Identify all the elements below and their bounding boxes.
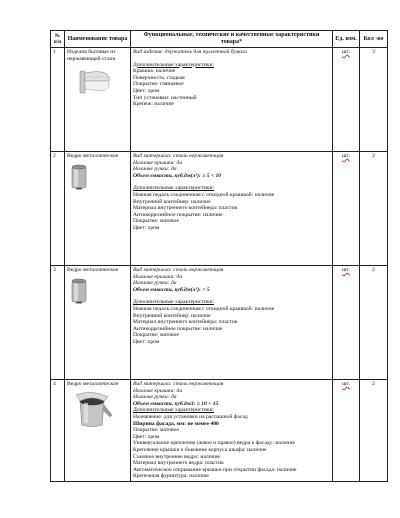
spec-section-heading: Дополнительные характеристики: <box>133 299 215 306</box>
spec-line: Поверхность: гладкая <box>133 74 185 81</box>
spec-line: Крышка: наличие <box>133 68 176 75</box>
spec-line: Внутренний контейнер: наличие <box>133 198 211 205</box>
spec-cell <box>131 380 333 482</box>
product-name: Ведро металлическое <box>67 153 119 159</box>
header-row <box>51 31 388 48</box>
product-name: Ведро металлическое <box>67 381 119 387</box>
spec-line: Материал внутреннего контейнера: пластик <box>133 205 238 212</box>
table-row <box>51 152 388 266</box>
toilet-paper-holder-icon <box>77 65 113 97</box>
header-unit: Ед. изм. <box>333 31 360 48</box>
quantity-cell: 2 <box>360 380 388 482</box>
spec-line: Объем емкости, куб.дм(л³): ≥ 5 < 10 <box>133 172 222 179</box>
spec-line: Покрытие: матовое <box>133 332 179 339</box>
unit-value: шт. <box>342 267 350 273</box>
spec-line: Тип установки: настенный <box>133 94 197 101</box>
spec-line: Наличие ручки: да <box>133 394 177 401</box>
spec-line: Крепеж: наличие <box>133 101 174 108</box>
spec-line: Крепление крышки к боковине корпуса шкафа: наличие <box>133 446 267 453</box>
spec-line: Универсальное крепление (левое и правое) ведра к фасаду: наличие <box>133 440 295 447</box>
spec-line: Внутренний контейнер: наличие <box>133 312 211 319</box>
spec-cell <box>131 48 333 152</box>
spec-line: Автоматическое открывание крышки при открытии фасада: наличие <box>133 466 297 473</box>
quantity-cell: 3 <box>360 48 388 152</box>
unit-cell <box>333 48 360 152</box>
spec-cell <box>131 266 333 380</box>
product-name-cell <box>65 152 131 266</box>
product-name-cell <box>65 266 131 380</box>
spec-line: Вид изделия: держатель для туалетной бумаги <box>133 49 248 55</box>
header-qty: Кол -во <box>360 31 388 48</box>
unit-value: шт. <box>342 49 350 55</box>
spec-line: Цвет: хром <box>133 87 160 94</box>
spec-line: Наличие ручки: да <box>133 166 177 173</box>
spec-line: Цвет: хром <box>133 433 160 440</box>
unit-cell <box>333 152 360 266</box>
spec-line: Цвет: хром <box>133 224 160 231</box>
row-number: 4 <box>51 380 65 482</box>
header-spec: Функциональные, технические и качественные характеристики товара* <box>131 31 333 48</box>
spec-line: Ширина фасада, мм: не менее 400 <box>133 420 219 427</box>
quantity-cell: 2 <box>360 266 388 380</box>
spec-line: Вид материала: сталь нержавеющая <box>133 153 224 159</box>
spec-line: Наличие крышки: да <box>133 273 183 280</box>
product-name: Ведро металлическое <box>67 267 119 273</box>
spec-line: Материал внутреннего ведра: пластик <box>133 460 224 467</box>
spec-line: Антикоррозийное покрытие: наличие <box>133 325 223 332</box>
table-row <box>51 48 388 152</box>
header-num: № п/п <box>51 31 65 48</box>
header-name: Наименование товара <box>65 31 131 48</box>
spec-section-heading: Дополнительные характеристики: <box>133 61 215 68</box>
spec-cell <box>131 152 333 266</box>
row-number: 3 <box>51 266 65 380</box>
spec-line: Наличие крышки: да <box>133 159 183 166</box>
pedal-bin-icon <box>69 163 89 191</box>
spec-line: Объем емкости, куб.дм3: ≥ 10 < 15 <box>133 400 219 407</box>
spec-line: Материал внутреннего контейнера: пластик <box>133 319 238 326</box>
cabinet-bin-icon <box>70 391 116 431</box>
row-number: 1 <box>51 48 65 152</box>
spec-line: Ножная педаль соединенная с откидной крышкой: наличие <box>133 305 275 312</box>
spec-line: Назначение: для установки на распашной фасад <box>133 413 248 420</box>
spec-line: Покрытие: матовое <box>133 218 179 225</box>
spec-line: Ножная педаль соединенная с откидной крышкой: наличие <box>133 191 275 198</box>
product-name: Изделия бытовые из нержавеющей стали <box>67 49 116 62</box>
spec-line: Крепежная фурнитура: наличие <box>133 473 209 480</box>
spec-line: Антикоррозийное покрытие: наличие <box>133 211 223 218</box>
spec-line: Наличие крышки: да <box>133 387 183 394</box>
spec-line: Покрытие: матовое <box>133 427 179 434</box>
spec-line: Съемное внутреннее ведро: наличие <box>133 453 220 460</box>
specification-table <box>50 30 388 482</box>
spec-section-heading: Дополнительные характеристики: <box>133 185 215 192</box>
product-name-cell <box>65 380 131 482</box>
row-number: 2 <box>51 152 65 266</box>
spec-line: Объем емкости, куб.дм(л³): < 5 <box>133 286 210 293</box>
spec-section-heading: Дополнительные характеристики: <box>133 407 215 414</box>
quantity-cell: 2 <box>360 152 388 266</box>
spec-line: Покрытие: глянцевое <box>133 81 184 88</box>
unit-cell <box>333 380 360 482</box>
unit-value: шт. <box>342 153 350 159</box>
product-name-cell <box>65 48 131 152</box>
spec-line: Вид материала: сталь нержавеющая <box>133 267 224 273</box>
table-row <box>51 380 388 482</box>
table-row <box>51 266 388 380</box>
spec-line: Наличие ручки: да <box>133 280 177 287</box>
spec-line: Цвет: хром <box>133 338 160 345</box>
unit-value: шт. <box>342 381 350 387</box>
pedal-bin-icon <box>69 277 89 305</box>
spec-line: Вид материала: сталь нержавеющая <box>133 381 224 387</box>
unit-cell <box>333 266 360 380</box>
